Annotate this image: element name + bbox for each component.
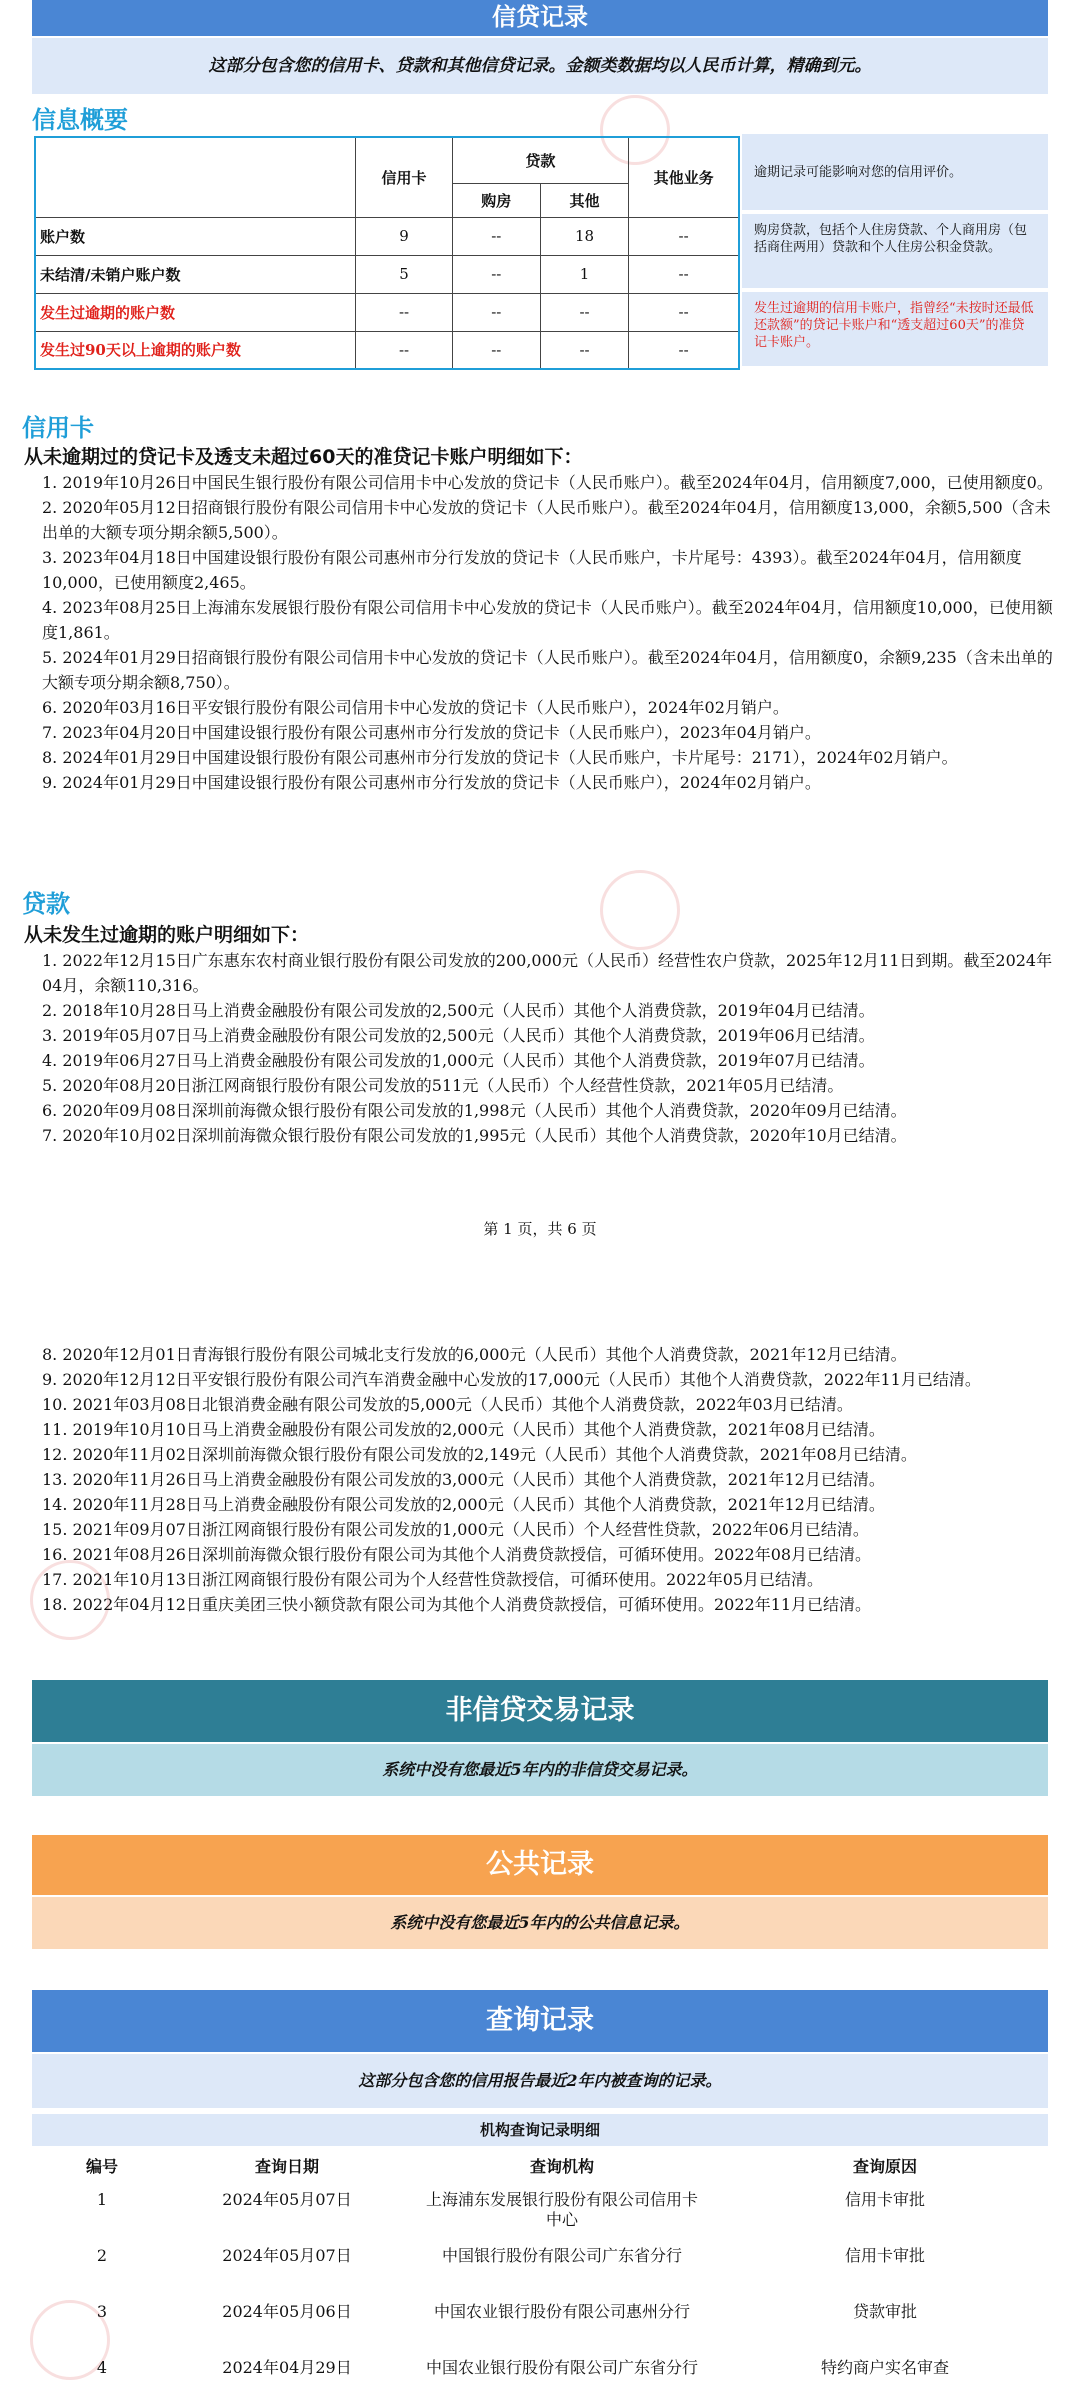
public-record-banner: 公共记录 bbox=[32, 1835, 1048, 1895]
loan-section-title: 贷款 bbox=[22, 890, 70, 918]
seal-watermark bbox=[600, 870, 680, 950]
list-item: 2. 2020年05月12日招商银行股份有限公司信用卡中心发放的贷记卡（人民币账户）。截至2024年04月，信用额度13,000，余额5,500（含未出单的大额专项分期余额5,500）。 bbox=[42, 498, 1051, 542]
card-list bbox=[20, 470, 1060, 795]
list-item: 8. 2020年12月01日青海银行股份有限公司城北支行发放的6,000元（人民币）其他个人消费贷款，2021年12月已结清。 bbox=[42, 1345, 907, 1364]
loan-list-page2 bbox=[20, 1342, 1060, 1617]
list-item: 3. 2023年04月18日中国建设银行股份有限公司惠州市分行发放的贷记卡（人民币账户，卡片尾号：4393）。截至2024年04月，信用额度10,000，已使用额度2,465。 bbox=[42, 548, 1022, 592]
card-section-title: 信用卡 bbox=[22, 414, 94, 442]
col-header-number: 编号 bbox=[85, 2156, 118, 2176]
noncredit-subtitle: 系统中没有您最近5年内的非信贷交易记录。 bbox=[32, 1744, 1048, 1796]
list-item: 6. 2020年09月08日深圳前海微众银行股份有限公司发放的1,998元（人民币）其他个人消费贷款，2020年09月已结清。 bbox=[42, 1101, 907, 1120]
list-item: 8. 2024年01月29日中国建设银行股份有限公司惠州市分行发放的贷记卡（人民币账户，卡片尾号：2171），2024年02月销户。 bbox=[42, 748, 958, 767]
list-item: 14. 2020年11月28日马上消费金融股份有限公司发放的2,000元（人民币）其他个人消费贷款，2021年12月已结清。 bbox=[42, 1495, 885, 1514]
public-record-subtitle: 系统中没有您最近5年内的公共信息记录。 bbox=[32, 1897, 1048, 1949]
list-item: 6. 2020年03月16日平安银行股份有限公司信用卡中心发放的贷记卡（人民币账户），2024年02月销户。 bbox=[42, 698, 789, 717]
col-header-reason: 查询原因 bbox=[852, 2156, 917, 2176]
list-item: 7. 2020年10月02日深圳前海微众银行股份有限公司发放的1,995元（人民币）其他个人消费贷款，2020年10月已结清。 bbox=[42, 1126, 907, 1145]
col-header-date: 查询日期 bbox=[254, 2156, 319, 2176]
list-item: 16. 2021年08月26日深圳前海微众银行股份有限公司为其他个人消费贷款授信，可循环使用。2022年08月已结清。 bbox=[42, 1545, 872, 1564]
list-item: 5. 2020年08月20日浙江网商银行股份有限公司发放的511元（人民币）个人经营性贷款，2021年05月已结清。 bbox=[42, 1076, 844, 1095]
table-row: 4 2024年04月29日 中国农业银行股份有限公司广东省分行 特约商户实名审查 bbox=[96, 2358, 949, 2377]
list-item: 1. 2019年10月26日中国民生银行股份有限公司信用卡中心发放的贷记卡（人民币账户）。截至2024年04月，信用额度7,000，已使用额度0。 bbox=[42, 473, 1053, 492]
noncredit-banner: 非信贷交易记录 bbox=[32, 1680, 1048, 1742]
col-header-loan: 贷款 bbox=[452, 137, 629, 183]
list-item: 13. 2020年11月26日马上消费金融股份有限公司发放的3,000元（人民币）其他个人消费贷款，2021年12月已结清。 bbox=[42, 1470, 885, 1489]
table-row: 发生过90天以上逾期的账户数 -- -- -- -- bbox=[35, 331, 739, 369]
list-item: 11. 2019年10月10日马上消费金融股份有限公司发放的2,000元（人民币）其他个人消费贷款，2021年08月已结清。 bbox=[42, 1420, 885, 1439]
list-item: 4. 2019年06月27日马上消费金融股份有限公司发放的1,000元（人民币）其他个人消费贷款，2019年07月已结清。 bbox=[42, 1051, 875, 1070]
table-row: 2 2024年05月07日 中国银行股份有限公司广东省分行 信用卡审批 bbox=[96, 2246, 925, 2265]
note-overdue-card: 发生过逾期的信用卡账户，指曾经“未按时还最低还款额”的贷记卡账户和“透支超过60天”的准贷记卡账户。 bbox=[742, 292, 1048, 366]
list-item: 3. 2019年05月07日马上消费金融股份有限公司发放的2,500元（人民币）其他个人消费贷款，2019年06月已结清。 bbox=[42, 1026, 875, 1045]
table-row: 发生过逾期的账户数 -- -- -- -- bbox=[35, 293, 739, 331]
table-row: 未结清/未销户账户数 5 -- 1 -- bbox=[35, 255, 739, 293]
col-header-other: 其他 bbox=[540, 183, 628, 217]
loan-section-subhead: 从未发生过逾期的账户明细如下： bbox=[24, 924, 310, 946]
col-header-card: 信用卡 bbox=[356, 137, 452, 217]
col-header-other-biz: 其他业务 bbox=[629, 137, 739, 217]
list-item: 17. 2021年10月13日浙江网商银行股份有限公司为个人经营性贷款授信，可循环使用。2022年05月已结清。 bbox=[42, 1570, 824, 1589]
list-item: 7. 2023年04月20日中国建设银行股份有限公司惠州市分行发放的贷记卡（人民币账户），2023年04月销户。 bbox=[42, 723, 821, 742]
list-item: 15. 2021年09月07日浙江网商银行股份有限公司发放的1,000元（人民币）个人经营性贷款，2022年06月已结清。 bbox=[42, 1520, 869, 1539]
overview-title: 信息概要 bbox=[32, 106, 128, 134]
note-house-loan: 购房贷款，包括个人住房贷款、个人商用房（包括商住两用）贷款和个人住房公积金贷款。 bbox=[742, 214, 1048, 288]
loan-list-page1 bbox=[20, 948, 1060, 1148]
page-number: 第 1 页，共 6 页 bbox=[483, 1220, 597, 1238]
list-item: 2. 2018年10月28日马上消费金融股份有限公司发放的2,500元（人民币）其他个人消费贷款，2019年04月已结清。 bbox=[42, 1001, 875, 1020]
card-section-subhead: 从未逾期过的贷记卡及透支未超过60天的准贷记卡账户明细如下： bbox=[24, 446, 583, 468]
col-header-institution: 查询机构 bbox=[529, 2156, 594, 2176]
list-item: 4. 2023年08月25日上海浦东发展银行股份有限公司信用卡中心发放的贷记卡（人民币账户）。截至2024年04月，信用额度10,000，已使用额度1,861。 bbox=[42, 598, 1053, 642]
query-table bbox=[32, 2150, 1048, 2400]
list-item: 5. 2024年01月29日招商银行股份有限公司信用卡中心发放的贷记卡（人民币账户）。截至2024年04月，信用额度0，余额9,235（含未出单的大额专项分期余额8,750）。 bbox=[42, 648, 1053, 692]
list-item: 9. 2024年01月29日中国建设银行股份有限公司惠州市分行发放的贷记卡（人民币账户），2024年02月销户。 bbox=[42, 773, 821, 792]
list-item: 10. 2021年03月08日北银消费金融有限公司发放的5,000元（人民币）其他个人消费贷款，2022年03月已结清。 bbox=[42, 1395, 853, 1414]
list-item: 18. 2022年04月12日重庆美团三快小额贷款有限公司为其他个人消费贷款授信，可循环使用。2022年11月已结清。 bbox=[42, 1595, 872, 1614]
col-header-house: 购房 bbox=[452, 183, 540, 217]
table-row: 3 2024年05月06日 中国农业银行股份有限公司惠州分行 贷款审批 bbox=[96, 2302, 917, 2321]
credit-record-banner: 信贷记录 bbox=[32, 0, 1048, 36]
table-row: 账户数 9 -- 18 -- bbox=[35, 217, 739, 255]
overview-table bbox=[34, 136, 740, 370]
table-row: 1 2024年05月07日 上海浦东发展银行股份有限公司信用卡中心 信用卡审批 bbox=[96, 2190, 925, 2229]
query-table-title: 机构查询记录明细 bbox=[32, 2114, 1048, 2146]
query-record-banner: 查询记录 bbox=[32, 1990, 1048, 2052]
list-item: 9. 2020年12月12日平安银行股份有限公司汽车消费金融中心发放的17,000元（人民币）其他个人消费贷款，2022年11月已结清。 bbox=[42, 1370, 981, 1389]
query-record-subtitle: 这部分包含您的信用报告最近2年内被查询的记录。 bbox=[32, 2054, 1048, 2108]
list-item: 1. 2022年12月15日广东惠东农村商业银行股份有限公司发放的200,000元（人民币）经营性农户贷款，2025年12月11日到期。截至2024年04月，余额110,316。 bbox=[42, 951, 1053, 995]
list-item: 12. 2020年11月02日深圳前海微众银行股份有限公司发放的2,149元（人民币）其他个人消费贷款，2021年08月已结清。 bbox=[42, 1445, 917, 1464]
note-overdue: 逾期记录可能影响对您的信用评价。 bbox=[742, 134, 1048, 210]
credit-record-subtitle: 这部分包含您的信用卡、贷款和其他信贷记录。金额类数据均以人民币计算，精确到元。 bbox=[32, 38, 1048, 94]
